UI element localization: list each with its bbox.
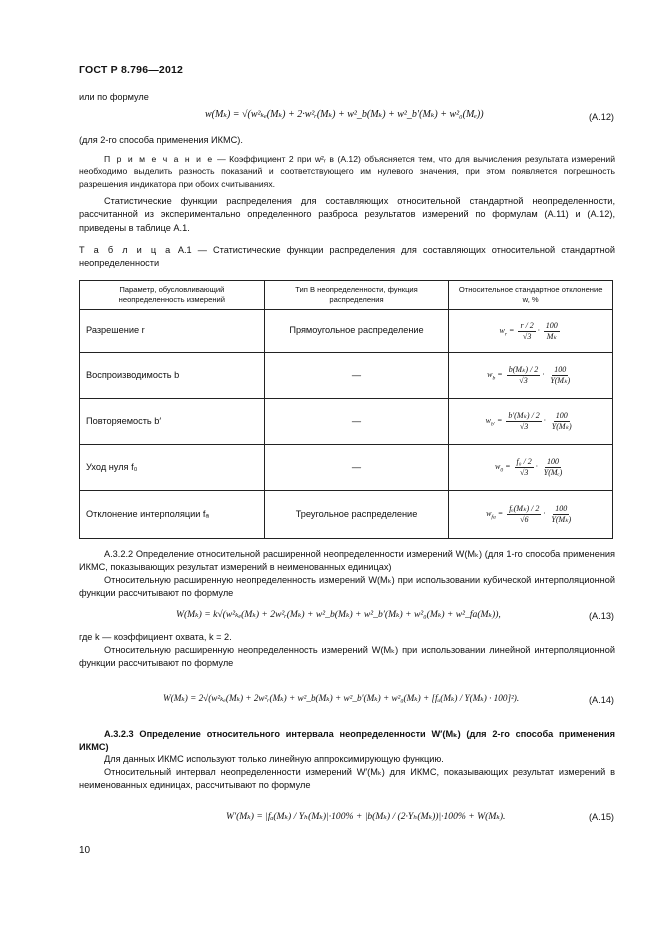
formula-symbol: w bbox=[485, 416, 491, 426]
formula-numerator: b(Mₖ) / 2 bbox=[508, 365, 539, 375]
equation-a12-number: (А.12) bbox=[588, 112, 614, 122]
equation-a14: W(Mₖ) = 2√(w²ₖₑ(Mₖ) + 2w²ᵣ(Mₖ) + w²_b(Mₖ) + w²_b′(Mₖ) + w²₀(Mₖ) + [fₐ(Mₖ) / Y(Mₖ) · 100]²). bbox=[163, 693, 520, 703]
formula-root: √3 bbox=[522, 331, 532, 341]
header-parameter: Параметр, обусловливающий неопределенность измерений bbox=[80, 281, 265, 310]
equation-a15: W′(Mₖ) = |fₐ(Mₖ) / Yₕ(Mₖ)|·100% + |b(Mₖ) / (2·Yₕ(Mₖ))|·100% + W(Mₖ). bbox=[226, 811, 506, 822]
interval-paragraph: Относительный интервал неопределенности измерений W′(Mₖ) для ИКМС, показывающих результат измерений в неименованных единицах, рассчитывают по формуле bbox=[79, 767, 615, 791]
equation-a13: W(Mₖ) = k√(w²ₖₑ(Mₖ) + 2w²ᵣ(Mₖ) + w²_b(Mₖ) + w²_b′(Mₖ) + w²₀(Mₖ) + w²_fa(Mₖ)), bbox=[176, 609, 501, 620]
table-header-row bbox=[80, 281, 613, 310]
formula-sub: fa bbox=[491, 514, 496, 521]
row-formula: $w_{fa}$ = $\frac{\text{fₐ(Mₖ) / 2}}{√6}$ · $\frac{100}{\text{Y(Mₖ)}}$ bbox=[449, 491, 613, 539]
formula-sub: 0 bbox=[500, 467, 504, 474]
row-formula: $w_r$ = $\frac{r / 2}{√3}$ · $\frac{100}{\text{Mₖ}}$ bbox=[449, 310, 613, 353]
table-row bbox=[80, 310, 613, 353]
formula-numerator: f₀ / 2 bbox=[516, 457, 532, 467]
note-block bbox=[79, 153, 615, 190]
table-row bbox=[80, 445, 613, 491]
formula-fraction bbox=[506, 411, 541, 431]
equation-a14-number: (А.14) bbox=[588, 695, 614, 705]
row-type: — bbox=[264, 445, 449, 491]
formula-denominator: Y(Mₖ) bbox=[550, 376, 571, 385]
formula-numerator: r / 2 bbox=[520, 320, 534, 330]
formula-factor-fraction bbox=[544, 321, 560, 341]
formula-sub: r bbox=[504, 331, 508, 338]
table-caption-label: Т а б л и ц а bbox=[79, 245, 172, 255]
formula-fraction bbox=[515, 457, 534, 477]
equation-a15-number: (А.15) bbox=[588, 812, 614, 822]
formula-factor-fraction bbox=[548, 365, 572, 385]
formula-fraction bbox=[507, 504, 541, 524]
equation-a12: w(Mₖ) = √(w²ₖₑ(Mₖ) + 2·w²ᵣ(Mₖ) + w²_b(Mₖ) + w²_b′(Mₖ) + w²₀(Mₑ)) bbox=[205, 109, 484, 120]
formula-fraction bbox=[518, 321, 535, 341]
row-formula: $w_0$ = $\frac{\text{f₀ / 2}}{√3}$ · $\frac{100}{\text{Y(Mₑ)}}$ bbox=[449, 445, 613, 491]
formula-symbol: w bbox=[486, 509, 492, 519]
method2-note: (для 2-го способа применения ИКМС). bbox=[79, 135, 243, 145]
formula-denominator: Y(Mₖ) bbox=[551, 422, 572, 431]
formula-factor-fraction bbox=[542, 457, 565, 477]
formula-factor: 100 bbox=[554, 365, 567, 375]
formula-denominator: Mₖ bbox=[546, 331, 557, 341]
formula-sub: b bbox=[492, 375, 496, 382]
row-type: Прямоугольное распределение bbox=[264, 310, 449, 353]
table-row bbox=[80, 353, 613, 399]
formula-symbol: w bbox=[494, 462, 501, 472]
table-caption bbox=[79, 244, 615, 271]
table-caption-text: А.1 — Статистические функции распределения для составляющих относительной стандартной неопределенности bbox=[79, 245, 615, 269]
table-row bbox=[80, 491, 613, 539]
formula-factor: 100 bbox=[555, 504, 568, 514]
formula-root: √3 bbox=[519, 468, 529, 477]
formula-sub: b′ bbox=[490, 421, 496, 428]
formula-fraction bbox=[507, 365, 541, 385]
row-param: Повторяемость b′ bbox=[80, 399, 265, 445]
formula-factor-fraction bbox=[550, 411, 574, 431]
formula-root: √3 bbox=[519, 376, 528, 385]
document-header: ГОСТ Р 8.796—2012 bbox=[79, 64, 184, 76]
cubic-paragraph: Относительную расширенную неопределенность измерений W(Mₖ) при использовании кубической интерполяционной функции рассчитывают по формуле bbox=[79, 575, 615, 599]
row-param: Разрешение r bbox=[80, 310, 265, 353]
row-type: — bbox=[264, 353, 449, 399]
formula-denominator: Y(Mₑ) bbox=[543, 468, 563, 477]
formula-root: √3 bbox=[519, 422, 529, 431]
formula-symbol: w bbox=[487, 370, 493, 380]
k-note: где k — коэффициент охвата, k = 2. bbox=[79, 632, 232, 642]
row-param: Уход нуля f₀ bbox=[80, 445, 265, 491]
stats-paragraph: Статистические функции распределения для составляющих относительной стандартной неопределенности, рассчитанной из экспериментально определенного разброса результатов измерений по формулам (А.11) и (А.12), приведены в таблице А.1. bbox=[79, 196, 615, 233]
table-a1 bbox=[79, 280, 613, 539]
header-type: Тип В неопределенности, функция распределения bbox=[264, 281, 449, 310]
linear-only-paragraph: Для данных ИКМС используют только линейную аппроксимирующую функцию. bbox=[104, 754, 444, 764]
formula-factor: 100 bbox=[547, 457, 560, 467]
formula-factor: 100 bbox=[555, 411, 568, 421]
formula-factor: 100 bbox=[545, 320, 558, 330]
note-text: — Коэффициент 2 при w²ᵣ в (А.12) объясняется тем, что для вычисления результата измерений необходимо выделить разность показаний и соответствующего им нулевого значения, при этом появляется погрешность разрешения индикатора при обоих считываниях. bbox=[79, 154, 616, 189]
formula-numerator: b′(Mₖ) / 2 bbox=[508, 411, 540, 421]
section-a322: А.3.2.2 Определение относительной расширенной неопределенности измерений W(Mₖ) (для 1-го способа применения ИКМС, показывающих результат измерений в неименованных единицах) bbox=[79, 549, 615, 573]
formula-denominator: Y(Mₖ) bbox=[551, 515, 572, 524]
row-type: Треугольное распределение bbox=[264, 491, 449, 539]
table-row bbox=[80, 399, 613, 445]
row-type: — bbox=[264, 399, 449, 445]
formula-root: √6 bbox=[520, 515, 529, 524]
formula-numerator: fₐ(Mₖ) / 2 bbox=[509, 504, 540, 514]
formula-symbol: w bbox=[499, 325, 505, 335]
equation-a13-number: (А.13) bbox=[588, 611, 614, 621]
page-number: 10 bbox=[79, 845, 91, 856]
intro-line: или по формуле bbox=[79, 92, 149, 102]
formula-factor-fraction bbox=[549, 504, 573, 524]
section-a323: А.3.2.3 Определение относительного интервала неопределенности W′(Mₖ) (для 2-го способа применения ИКМС) bbox=[79, 729, 615, 753]
note-label: П р и м е ч а н и е bbox=[104, 154, 214, 164]
row-formula: $w_{b'}$ = $\frac{\text{b′(Mₖ) / 2}}{√3}$ · $\frac{100}{\text{Y(Mₖ)}}$ bbox=[449, 399, 613, 445]
header-deviation: Относительное стандартное отклонение w, % bbox=[449, 281, 613, 310]
row-formula: $w_b$ = $\frac{\text{b(Mₖ) / 2}}{√3}$ · $\frac{100}{\text{Y(Mₖ)}}$ bbox=[449, 353, 613, 399]
linear-paragraph: Относительную расширенную неопределенность измерений W(Mₖ) при использовании линейной интерполяционной функции рассчитывают по формуле bbox=[79, 645, 615, 669]
row-param: Воспроизводимость b bbox=[80, 353, 265, 399]
row-param: Отклонение интерполяции fₐ bbox=[80, 491, 265, 539]
